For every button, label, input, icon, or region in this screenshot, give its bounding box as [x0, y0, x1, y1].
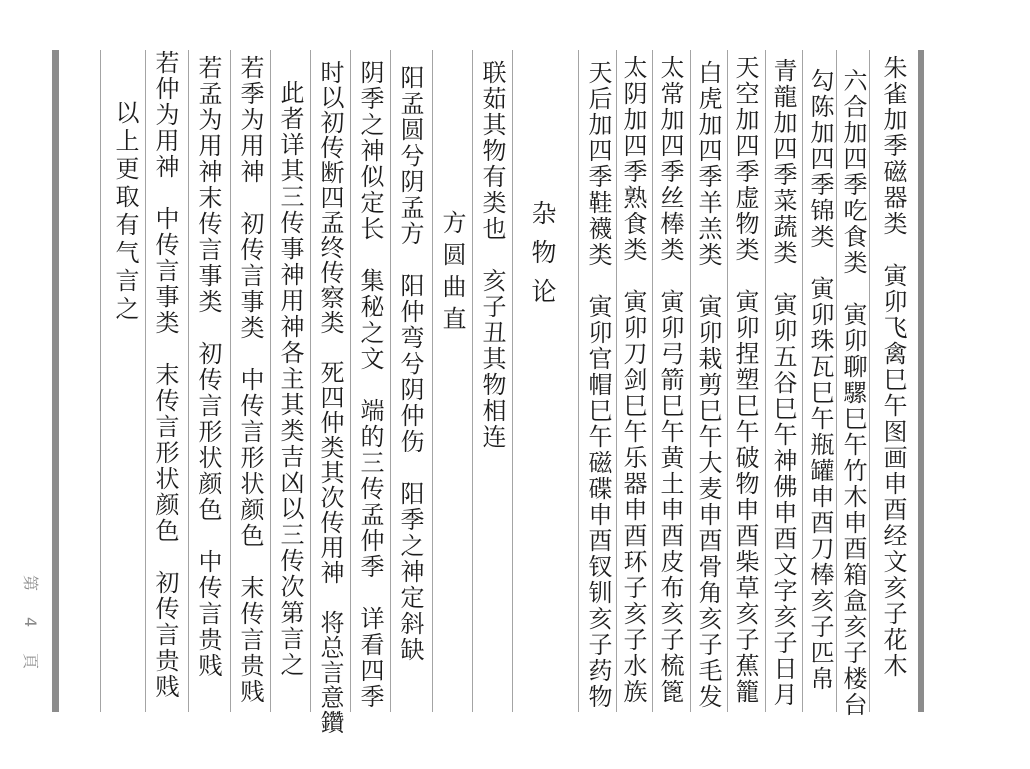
ruling-line [188, 50, 189, 712]
ruling-line [310, 50, 311, 712]
text-column-tianhou: 天后加四季鞋襪类 寅卯官帽巳午磁碟申酉钗钏亥子药物 [584, 60, 612, 710]
ruling-line [390, 50, 391, 712]
text-column-taiyin: 太阴加四季熟食类 寅卯刀剑巳午乐器申酉环子亥子水族 [619, 55, 647, 705]
closing-line: 以上更取有气言之 [111, 100, 139, 324]
ruling-line [869, 50, 870, 712]
page-number-suffix: 頁 [21, 653, 40, 670]
text-column-gouchen: 勾陈加四季锦类 寅卯珠瓦巳午瓶罐申酉刀棒亥子匹帛 [806, 68, 834, 692]
ruling-line [512, 50, 513, 712]
text-column: 若季为用神 初传言事类 中传言形状颜色 末传言贵贱 [236, 55, 264, 705]
right-border-bar [918, 50, 924, 712]
ruling-line [432, 50, 433, 712]
ruling-line [802, 50, 803, 712]
page-number-value: 4 [21, 617, 40, 628]
section-title: 杂物论 [528, 200, 557, 317]
text-column-zhuque: 朱雀加季磁器类 寅卯飞禽巳午图画申酉经文亥子花木 [879, 55, 907, 679]
ruling-line [836, 50, 837, 712]
text-column: 此者详其三传事神用神各主其类吉凶以三传次第言之 [276, 80, 304, 678]
text-column: 阳孟圆兮阴孟方 阳仲弯兮阴仲伤 阳季之神定斜缺 [396, 65, 424, 663]
text-column-qinglong: 青龍加四季菜蔬类 寅卯五谷巳午神佛申酉文字亥子日月 [769, 58, 797, 708]
ruling-line [616, 50, 617, 712]
text-column-taichang: 太常加四季丝棒类 寅卯弓箭巳午黄土申酉皮布亥子梳篦 [656, 55, 684, 705]
text-column: 若孟为用神末传言事类 初传言形状颜色 中传言贵贱 [194, 55, 222, 679]
ruling-line [690, 50, 691, 712]
text-column: 若仲为用神 中传言事类 末传言形状颜色 初传言贵贱 [151, 50, 179, 700]
text-column-baihu: 白虎加四季羊羔类 寅卯栽剪巳午大麦申酉骨角亥子毛发 [694, 60, 722, 710]
ruling-line [350, 50, 351, 712]
ruling-line [100, 50, 101, 712]
text-column-tiankong: 天空加四季虚物类 寅卯捏塑巳午破物申酉柴草亥子蕉籠 [731, 55, 759, 705]
ruling-line [230, 50, 231, 712]
left-border-bar [52, 50, 59, 712]
ruling-line [270, 50, 271, 712]
ruling-line [765, 50, 766, 712]
page-number-prefix: 第 [21, 575, 40, 592]
text-column-liuhe: 六合加四季吃食类 寅卯聊騾巳午竹木申酉箱盒亥子楼台 [839, 68, 867, 718]
ruling-line [145, 50, 146, 712]
text-column: 时以初传断四孟终传察类 死四仲类其次传用神 将总言意鑽 [316, 60, 344, 735]
ruling-line [578, 50, 579, 712]
ruling-line [652, 50, 653, 712]
ruling-line [727, 50, 728, 712]
text-column: 阴季之神似定长 集秘之文 端的三传孟仲季 详看四季 [356, 60, 384, 710]
ruling-line [472, 50, 473, 712]
page-number [20, 575, 40, 669]
subheading: 方圆曲直 [438, 210, 466, 338]
intro-line: 联茹其物有类也 亥子丑其物相连 [478, 60, 506, 450]
